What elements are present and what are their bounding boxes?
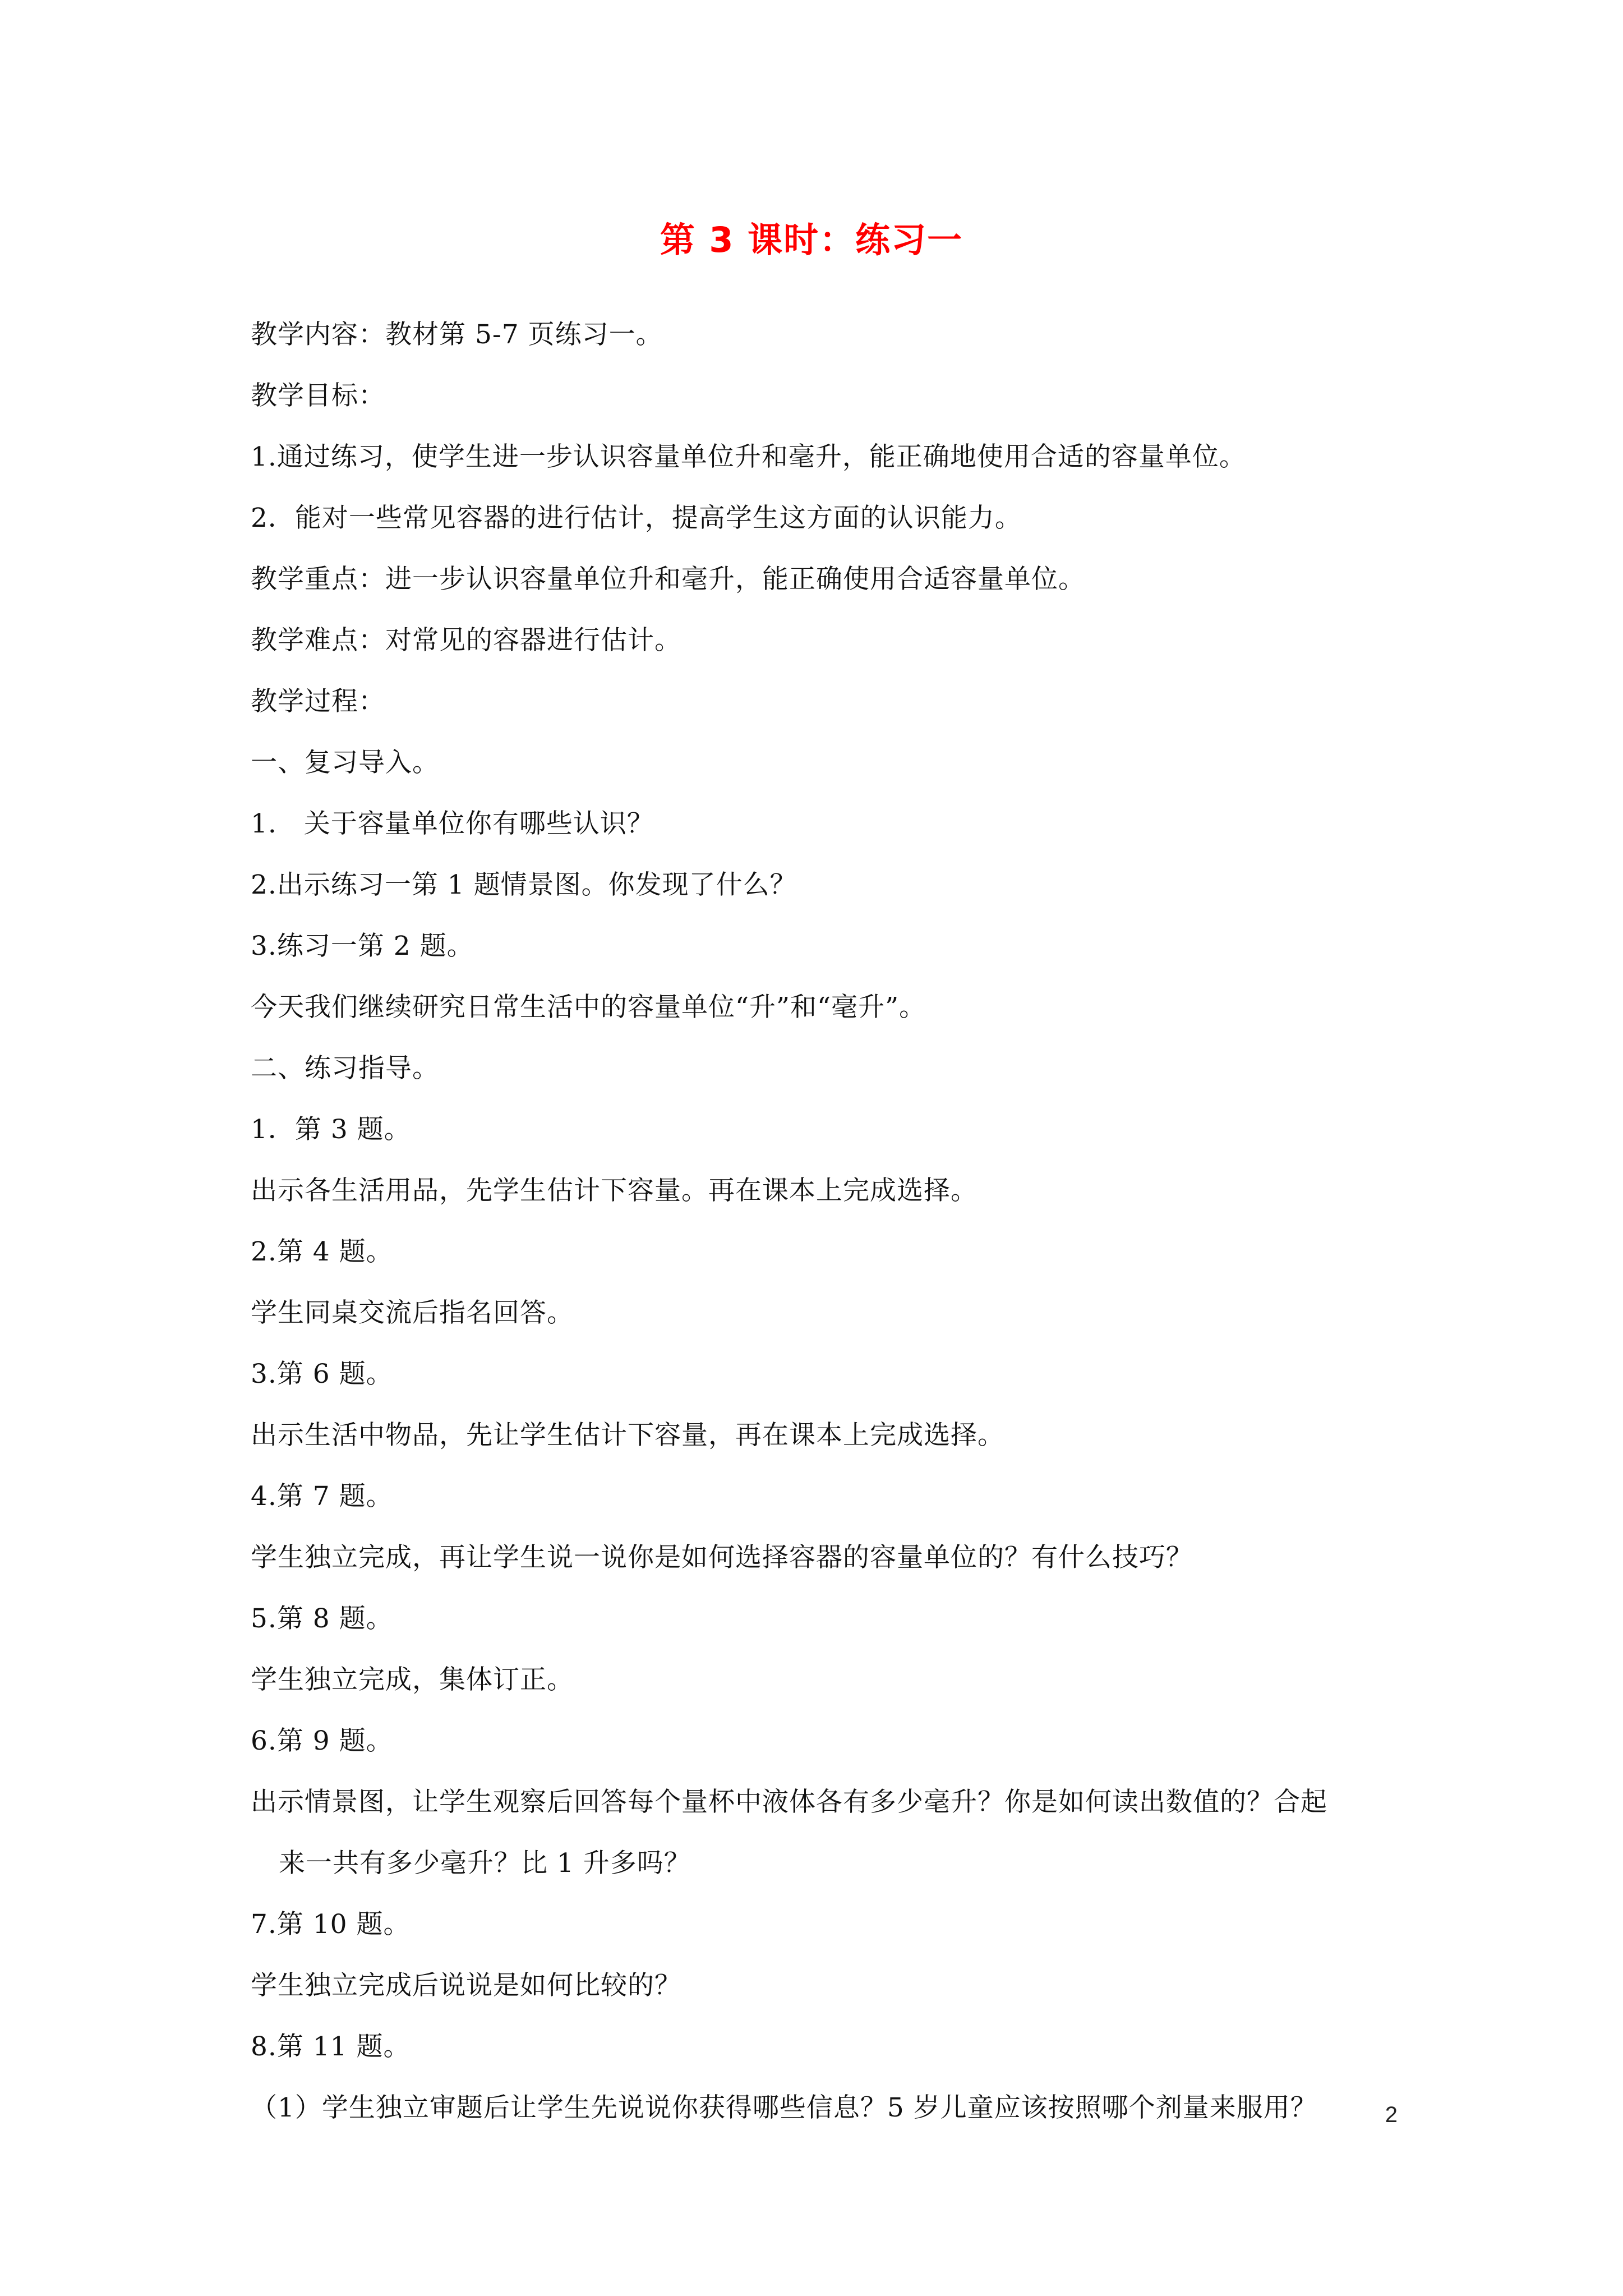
page-title: 第 3 课时：练习一: [660, 219, 963, 260]
text-line: 5.第 8 题。: [251, 1603, 393, 1634]
text-line: 出示各生活用品，先学生估计下容量。再在课本上完成选择。: [251, 1175, 978, 1206]
text-line: 教学目标：: [251, 380, 385, 411]
text-line: 1．第 3 题。: [251, 1114, 411, 1145]
text-line: 学生同桌交流后指名回答。: [251, 1297, 574, 1328]
text-line: 学生独立完成后说说是如何比较的？: [251, 1970, 681, 2001]
text-line: 学生独立完成，集体订正。: [251, 1664, 574, 1695]
text-line: （1）学生独立审题后让学生先说说你获得哪些信息？5 岁儿童应该按照哪个剂量来服用？: [251, 2092, 1317, 2123]
text-line: 2.第 4 题。: [251, 1236, 393, 1267]
text-line: 7.第 10 题。: [251, 1909, 411, 1940]
text-line: 教学难点：对常见的容器进行估计。: [251, 625, 681, 656]
text-line: 出示生活中物品，先让学生估计下容量，再在课本上完成选择。: [251, 1420, 1004, 1451]
text-line: 8.第 11 题。: [251, 2031, 411, 2062]
text-line: 2．能对一些常见容器的进行估计，提高学生这方面的认识能力。: [251, 503, 1022, 533]
text-line: 4.第 7 题。: [251, 1481, 393, 1512]
text-line: 3.第 6 题。: [251, 1359, 393, 1389]
text-line: 1. 关于容量单位你有哪些认识？: [251, 808, 654, 839]
text-line-continuation: 来一共有多少毫升？比 1 升多吗？: [279, 1848, 691, 1879]
section-heading: 二、练习指导。: [251, 1053, 439, 1084]
section-heading: 一、复习导入。: [251, 747, 439, 778]
page-number: 2: [1385, 2102, 1398, 2127]
text-line: 2.出示练习一第 1 题情景图。你发现了什么？: [251, 869, 797, 900]
text-line: 6.第 9 题。: [251, 1726, 393, 1756]
text-line: 1.通过练习，使学生进一步认识容量单位升和毫升，能正确地使用合适的容量单位。: [251, 441, 1246, 472]
text-line: 学生独立完成，再让学生说一说你是如何选择容器的容量单位的？有什么技巧？: [251, 1542, 1193, 1573]
text-line: 教学过程：: [251, 686, 385, 717]
text-line: 教学重点：进一步认识容量单位升和毫升，能正确使用合适容量单位。: [251, 564, 1085, 595]
document-body: [251, 304, 1400, 2138]
text-line: 今天我们继续研究日常生活中的容量单位“升”和“毫升”。: [251, 992, 926, 1023]
text-line: 出示情景图，让学生观察后回答每个量杯中液体各有多少毫升？你是如何读出数值的？合起: [251, 1787, 1327, 1818]
text-line: 3.练习一第 2 题。: [251, 931, 474, 961]
text-line: 教学内容：教材第 5-7 页练习一。: [251, 319, 663, 350]
